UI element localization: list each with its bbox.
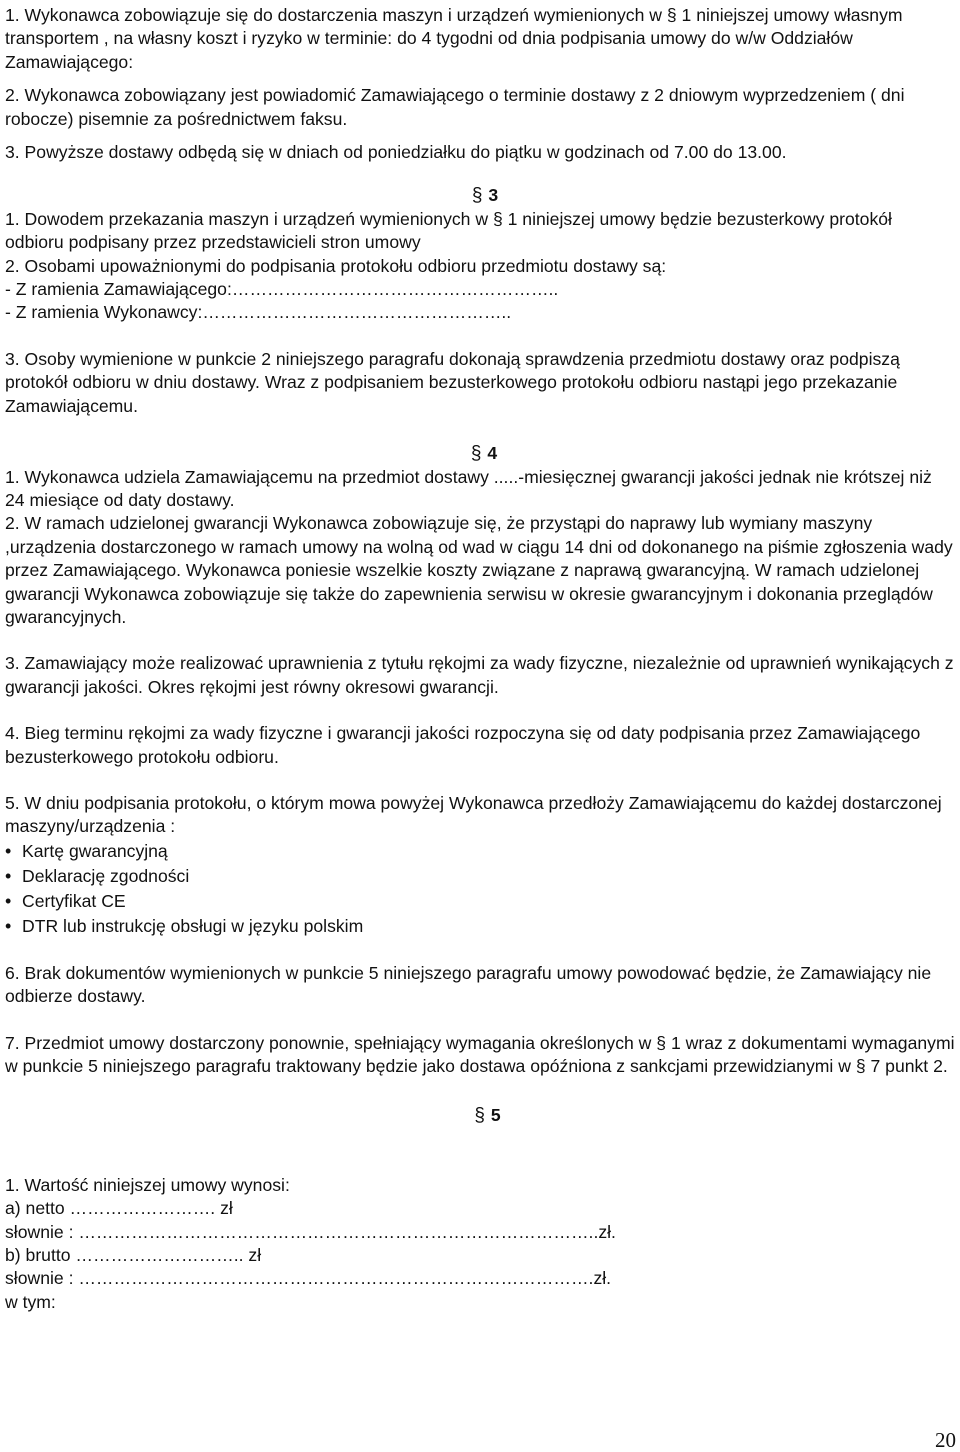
s5-line-6: w tym: bbox=[5, 1291, 56, 1312]
section-number: 5 bbox=[490, 1105, 501, 1126]
list-item: • Deklarację zgodności bbox=[5, 864, 955, 889]
s4-para-1: 1. Wykonawca udziela Zamawiającemu na przedmiot dostawy .....-miesięcznej gwarancji jakości jednak nie krótszej niż 24 miesiące od daty dostawy. bbox=[5, 466, 932, 510]
s4-para-6: 6. Brak dokumentów wymienionych w punkcie 5 niniejszego paragrafu umowy powodować będzie, że Zamawiający nie odbierze dostawy. bbox=[5, 962, 932, 1007]
list-item: • Kartę gwarancyjną bbox=[5, 839, 955, 864]
s5-line-2: a) netto ……………………. zł bbox=[5, 1198, 233, 1219]
page-number: 20 bbox=[935, 1427, 956, 1452]
list-item: • Certyfikat CE bbox=[5, 889, 955, 914]
s4-para-7: 7. Przedmiot umowy dostarczony ponownie, spełniający wymagania określonych w § 1 wraz z dokumentami wymaganymi w punkcie 5 niniejszego paragrafu traktowany będzie jako dostawa opóźniona z sankcjami przewidzianymi w § 7 punkt 2. bbox=[5, 1032, 955, 1076]
section-symbol: § bbox=[470, 443, 482, 465]
s5-line-4: b) brutto ……………………….. zł bbox=[5, 1245, 262, 1266]
s5-line-1: 1. Wartość niniejszej umowy wynosi: bbox=[5, 1174, 290, 1195]
section-heading-4 bbox=[5, 442, 955, 465]
section-number: 3 bbox=[488, 185, 499, 206]
s5-line-5: słownie : …………………………………………………………………………….zł. bbox=[5, 1268, 612, 1289]
s3-para-3: 3. Osoby wymienione w punkcie 2 niniejszego paragrafu dokonają sprawdzenia przedmiotu dostawy oraz podpiszą protokół odbioru w dniu dostawy. Wraz z podpisaniem bezusterkowego protokołu odbioru nastąpi jego przekazanie Zamawiającemu. bbox=[5, 348, 900, 416]
s3-para-2b: - Z ramienia Wykonawcy:…………………………………………….. bbox=[5, 302, 512, 323]
para-delivery-obligation: 1. Wykonawca zobowiązuje się do dostarczenia maszyn i urządzeń wymienionych w § 1 niniejszej umowy własnym transportem , na własny koszt i ryzyko w terminie: do 4 tygodni od dnia podpisania umowy do w/w Oddziałów Zamawiającego: bbox=[5, 5, 903, 72]
s4-para-5: 5. W dniu podpisania protokołu, o którym mowa powyżej Wykonawca przedłoży Zamawiającemu do każdej dostarczonej maszyny/urządzenia : bbox=[5, 792, 942, 837]
section-heading-3 bbox=[5, 184, 955, 207]
list-item: • DTR lub instrukcję obsługi w języku polskim bbox=[5, 914, 955, 939]
document-page bbox=[5, 4, 955, 1314]
s4-para-2: 2. W ramach udzielonej gwarancji Wykonawca zobowiązuje się, że przystąpi do naprawy lub wymiany maszyny ,urządzenia dostarczonego w ramach umowy na wolną od wad w ciągu 14 dni od dokonanego na piśmie zgłoszenia wady przez Zamawiającego. Wykonawca poniesie wszelkie koszty związane z naprawą gwarancyjną. W ramach udzielonej gwarancji Wykonawca zobowiązuje się także do zapewnienia serwisu w okresie gwarancyjnym i dokonania przeglądów gwarancyjnych. bbox=[5, 513, 953, 627]
s3-para-1: 1. Dowodem przekazania maszyn i urządzeń wymienionych w § 1 niniejszej umowy będzie bezusterkowy protokół odbioru podpisany przez przedstawicieli stron umowy bbox=[5, 208, 892, 253]
section-symbol: § bbox=[471, 185, 483, 207]
section-number: 4 bbox=[487, 443, 498, 464]
s4-para-3: 3. Zamawiający może realizować uprawnienia z tytułu rękojmi za wady fizyczne, niezależnie od uprawnień wynikających z gwarancji jakości. Okres rękojmi jest równy okresowi gwarancji. bbox=[5, 653, 954, 697]
section-symbol: § bbox=[474, 1105, 485, 1127]
section-heading-5 bbox=[5, 1104, 955, 1127]
document-list bbox=[5, 839, 955, 939]
s5-line-3: słownie : ……………………………………………………………………………..zł. bbox=[5, 1221, 616, 1242]
s4-para-4: 4. Bieg terminu rękojmi za wady fizyczne i gwarancji jakości rozpoczyna się od daty podpisania przez Zamawiającego bezusterkowego protokołu odbioru. bbox=[5, 723, 921, 767]
para-delivery-notice: 2. Wykonawca zobowiązany jest powiadomić Zamawiającego o terminie dostawy z 2 dniowym wyprzedzeniem ( dni robocze) pisemnie za pośrednictwem faksu. bbox=[5, 85, 905, 129]
para-delivery-hours: 3. Powyższe dostawy odbędą się w dniach od poniedziałku do piątku w godzinach od 7.00 do 13.00. bbox=[5, 142, 787, 163]
s3-para-2a: - Z ramienia Zamawiającego:……………………………………………….. bbox=[5, 279, 559, 300]
s3-para-2: 2. Osobami upoważnionymi do podpisania protokołu odbioru przedmiotu dostawy są: bbox=[5, 255, 667, 276]
